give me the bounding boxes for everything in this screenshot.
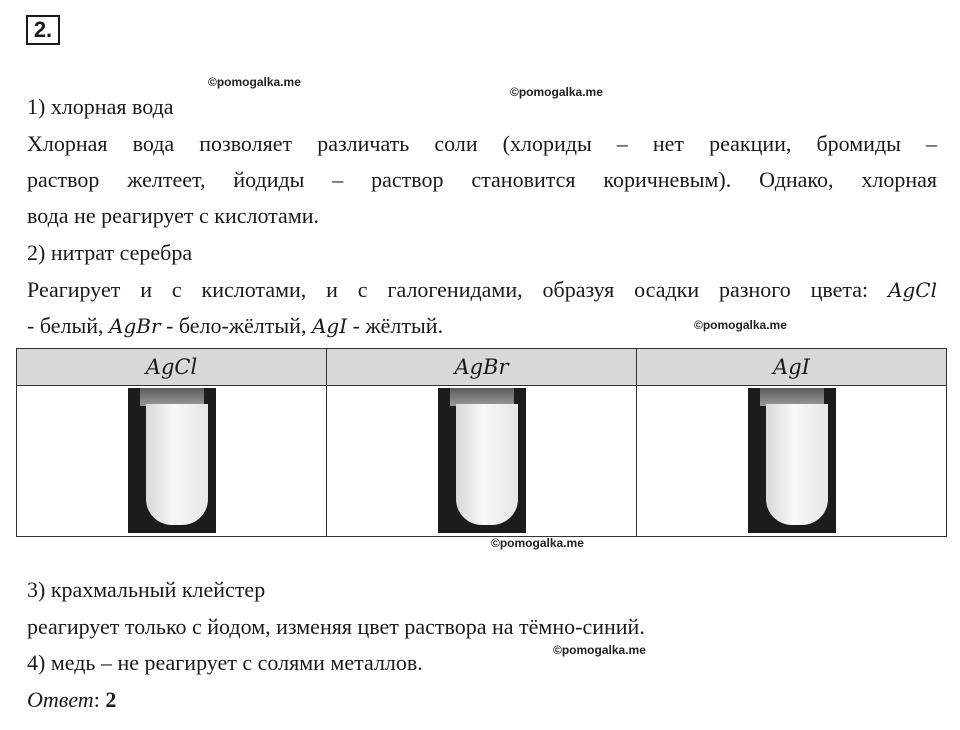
formula-agi: AgI xyxy=(311,314,348,338)
answer-label: Ответ xyxy=(27,687,94,712)
item-2-text: - белый, xyxy=(27,313,104,338)
item-1-text-line: вода не реагирует с кислотами. xyxy=(27,203,320,228)
precipitate-table xyxy=(16,348,947,537)
item-2-text: Реагирует и с кислотами, и с галогенидами, образуя осадки разного цвета: xyxy=(27,277,869,302)
item-2-text-line xyxy=(27,313,937,339)
item-1-text-line: Хлорная вода позволяет различать соли (хлориды – нет реакции, бромиды – xyxy=(27,131,937,156)
table-header-agi: AgI xyxy=(637,349,947,386)
item-3-text-line: реагирует только с йодом, изменяя цвет раствора на тёмно-синий. xyxy=(27,614,645,639)
table-header-agcl: AgCl xyxy=(17,349,327,386)
answer-value: 2 xyxy=(105,687,117,712)
table-row xyxy=(17,386,947,537)
watermark: ©pomogalka.me xyxy=(553,643,646,657)
item-2-heading: 2) нитрат серебра xyxy=(27,240,193,265)
table-cell xyxy=(17,386,327,537)
item-4-heading: 4) медь – не реагирует с солями металлов. xyxy=(27,650,423,675)
task-number: 2. xyxy=(26,15,60,45)
table-cell xyxy=(637,386,947,537)
item-1-heading: 1) хлорная вода xyxy=(27,94,174,119)
formula-agbr: AgBr xyxy=(109,314,161,338)
item-2-text-line xyxy=(27,277,937,303)
answer xyxy=(27,687,937,713)
answer-colon: : xyxy=(93,687,100,712)
watermark: ©pomogalka.me xyxy=(510,85,603,99)
watermark: ©pomogalka.me xyxy=(491,536,584,550)
watermark: ©pomogalka.me xyxy=(208,75,301,89)
item-2-text: - бело-жёлтый, xyxy=(166,313,307,338)
test-tube-photo-agbr xyxy=(438,388,526,533)
formula-agcl: AgCl xyxy=(888,278,938,302)
table-header-agbr: AgBr xyxy=(327,349,637,386)
test-tube-photo-agcl xyxy=(128,388,216,533)
test-tube-photo-agi xyxy=(748,388,836,533)
item-3-heading: 3) крахмальный клейстер xyxy=(27,577,266,602)
watermark: ©pomogalka.me xyxy=(694,318,787,332)
table-cell xyxy=(327,386,637,537)
table-header-row xyxy=(17,349,947,386)
item-2-text: - жёлтый. xyxy=(352,313,444,338)
item-1-text-line: раствор желтеет, йодиды – раствор становится коричневым). Однако, хлорная xyxy=(27,167,937,192)
